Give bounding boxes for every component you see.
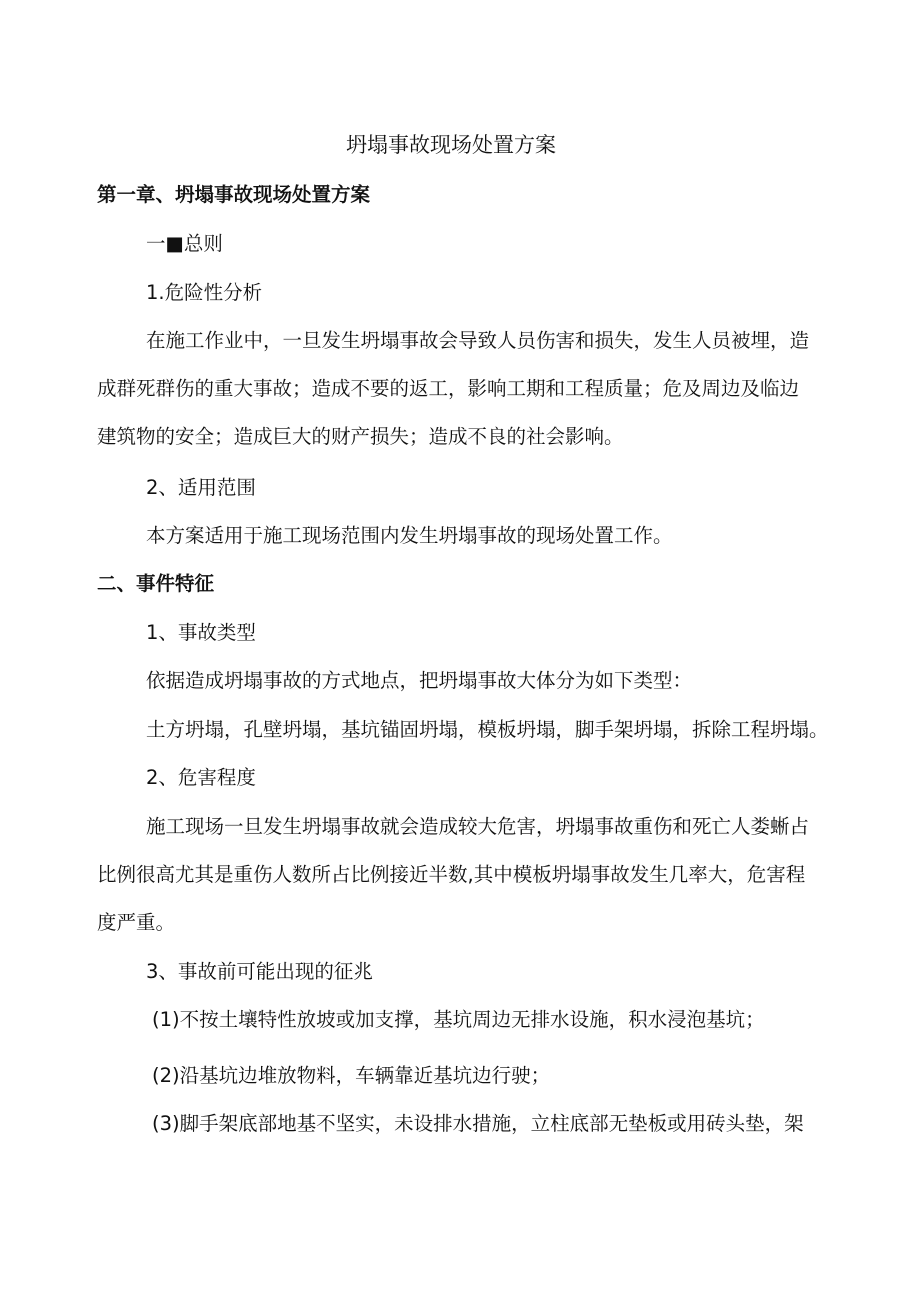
risk-analysis-heading: 1.危险性分析 (146, 281, 263, 304)
paragraph-line: 比例很高尤其是重伤人数所占比例接近半数,其中模板坍塌事故发生几率大，危害程 (97, 863, 806, 886)
list-item: (3)脚手架底部地基不坚实，未设排水措施，立柱底部无垫板或用砖头垫，架 (152, 1112, 804, 1135)
chapter-2-heading: 二、事件特征 (97, 572, 215, 595)
paragraph-line: 建筑物的安全；造成巨大的财产损失；造成不良的社会影响。 (97, 425, 624, 448)
hazard-degree-heading: 2、危害程度 (146, 766, 256, 789)
paragraph-line: 施工现场一旦发生坍塌事故就会造成较大危害，坍塌事故重伤和死亡人娄蜥占 (146, 815, 810, 838)
paragraph-line: 依据造成坍塌事故的方式地点，把坍塌事故大体分为如下类型： (146, 669, 693, 692)
list-item: (2)沿基坑边堆放物料，车辆靠近基坑边行驶； (152, 1064, 551, 1087)
paragraph-line: 土方坍塌，孔壁坍塌，基坑锚固坍塌，模板坍塌，脚手架坍塌，拆除工程坍塌。 (146, 718, 829, 741)
list-item: (1)不按土壤特性放坡或加支撑，基坑周边无排水设施，积水浸泡基坑； (152, 1008, 765, 1031)
section-general-heading: 一■总则 (146, 232, 223, 255)
paragraph-line: 成群死群伤的重大事故；造成不要的返工，影响工期和工程质量；危及周边及临边 (97, 377, 800, 400)
paragraph-line: 在施工作业中，一旦发生坍塌事故会导致人员伤害和损失，发生人员被埋，造 (146, 329, 810, 352)
chapter-1-heading: 第一章、坍塌事故现场处置方案 (97, 183, 371, 206)
scope-heading: 2、适用范围 (146, 476, 256, 499)
precursors-heading: 3、事故前可能出现的征兆 (146, 960, 373, 983)
document-title: 坍塌事故现场处置方案 (346, 133, 556, 157)
accident-types-heading: 1、事故类型 (146, 621, 256, 644)
paragraph-line: 度严重。 (97, 911, 176, 934)
paragraph-line: 本方案适用于施工现场范围内发生坍塌事故的现场处置工作。 (146, 524, 673, 547)
